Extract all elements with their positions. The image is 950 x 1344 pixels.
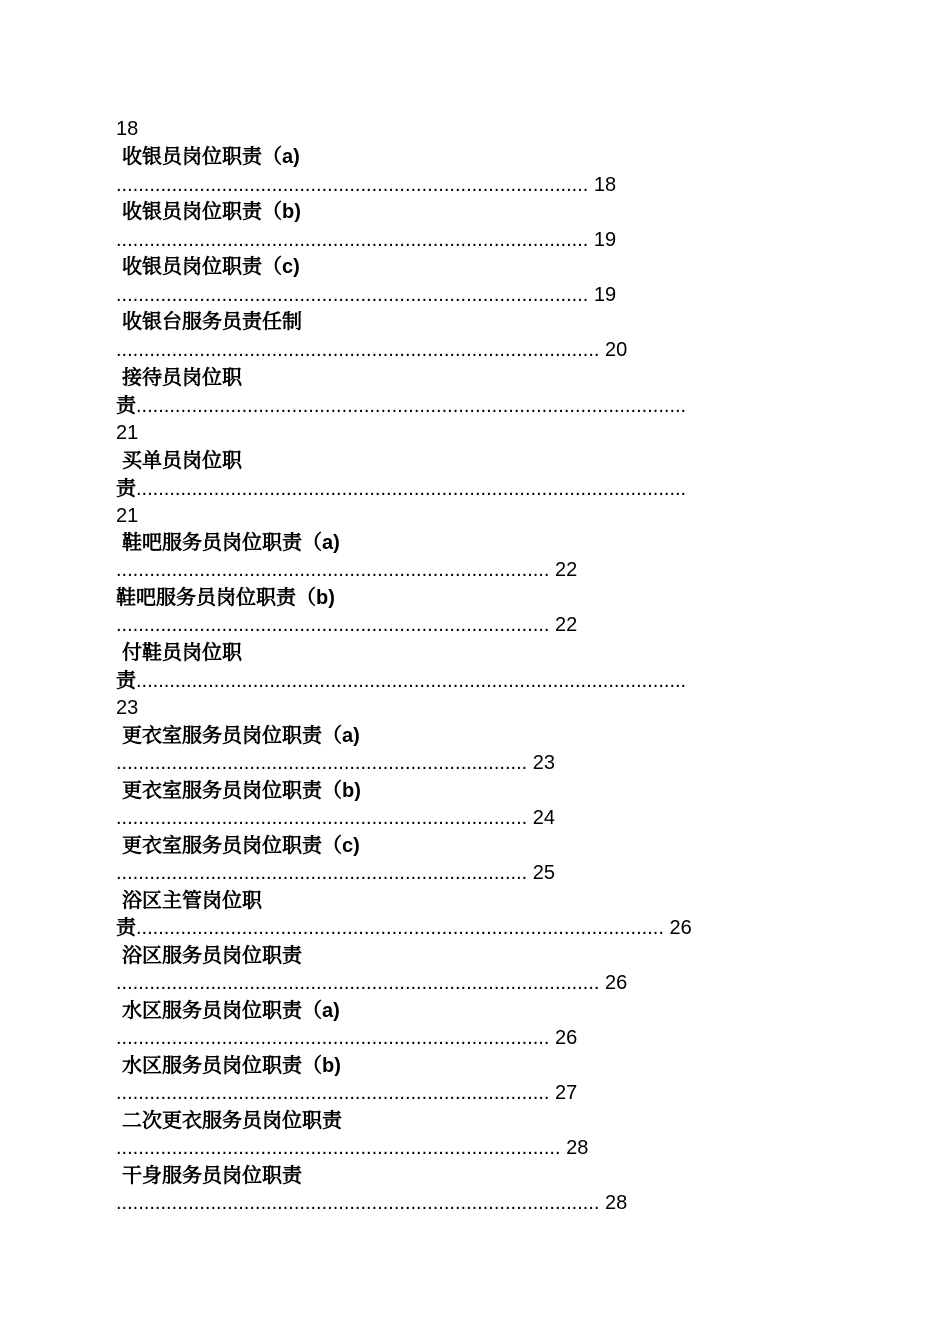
toc-entry-page: 24 [532,807,556,829]
toc-dots: ....................................................................................... [116,339,600,361]
toc-entry-page: 25 [532,862,556,884]
toc-dots: .............................................................................. [116,614,550,636]
toc-entry-leader [116,173,616,197]
toc-entry-title[interactable]: 鞋吧服务员岗位职责（b) [116,587,335,609]
toc-entry-page: 28 [566,1137,589,1159]
toc-entry-leader [116,806,555,830]
toc-entry-page: 19 [593,229,617,251]
toc-dots: .......................................................................... [116,807,528,829]
toc-entry-page: 26 [605,972,628,994]
toc-entry-title[interactable]: 接待员岗位职 [122,367,242,389]
toc-entry-title[interactable]: 更衣室服务员岗位职责（b) [122,780,361,802]
toc-entry-page: 22 [554,614,578,636]
toc-entry-title[interactable]: 收银员岗位职责（c) [122,256,300,278]
toc-dots: .......................................................................... [116,752,528,774]
toc-entry-leader [116,971,627,995]
toc-entry-leader [116,669,686,693]
toc-dots: ..................................................................................... [116,229,589,251]
toc-page-number: 18 [116,118,139,140]
toc-dots: ..................................................................................... [116,174,589,196]
toc-entry-leader [116,338,627,362]
toc-dots: ....................................................................................... [116,1192,600,1214]
toc-entry-page: 26 [554,1027,578,1049]
toc-dots: ..................................................................................... [116,284,589,306]
toc-dots: .......................................................................... [116,862,528,884]
toc-dots: ................................................................................................... [136,478,687,500]
toc-entry-leader [116,283,616,307]
toc-entry-page: 28 [605,1192,628,1214]
toc-entry-leader [116,394,686,418]
toc-dots: .............................................................................. [116,1082,550,1104]
toc-dots: ....................................................................................... [116,972,600,994]
toc-entry-title[interactable]: 收银员岗位职责（b) [122,201,301,223]
toc-entry-page: 19 [593,284,617,306]
toc-entry-leader [116,613,577,637]
toc-entry-title[interactable]: 浴区主管岗位职 [122,890,262,912]
toc-entry-page: 21 [116,422,139,444]
toc-entry-leader [116,1191,627,1215]
toc-entry-leader [116,1026,577,1050]
toc-entry-leader [116,916,692,940]
toc-dots: ................................................................................................... [136,670,687,692]
toc-entry-leader [116,558,577,582]
toc-entry-title-wrap: 责 [116,670,136,692]
toc-entry-title[interactable]: 干身服务员岗位职责 [122,1165,302,1187]
toc-entry-title-wrap: 责 [116,395,136,417]
toc-entry-leader [116,477,686,501]
toc-entry-leader [116,1136,588,1160]
toc-dots: .............................................................................. [116,559,550,581]
toc-dots: ............................................................................................... [136,917,664,939]
toc-entry-title[interactable]: 水区服务员岗位职责（a) [122,1000,340,1022]
toc-entry-title[interactable]: 收银台服务员责任制 [122,311,302,333]
toc-entry-title[interactable]: 水区服务员岗位职责（b) [122,1055,341,1077]
toc-entry-title[interactable]: 浴区服务员岗位职责 [122,945,302,967]
toc-entry-leader [116,751,555,775]
toc-entry-title[interactable]: 更衣室服务员岗位职责（a) [122,725,360,747]
toc-entry-page: 22 [554,559,578,581]
toc-entry-title[interactable]: 二次更衣服务员岗位职责 [122,1110,342,1132]
toc-entry-title[interactable]: 付鞋员岗位职 [122,642,242,664]
toc-entry-page: 18 [593,174,617,196]
toc-entry-title[interactable]: 鞋吧服务员岗位职责（a) [122,532,340,554]
toc-entry-page: 20 [605,339,628,361]
toc-entry-leader [116,1081,577,1105]
toc-entry-page: 27 [554,1082,578,1104]
toc-dots: .............................................................................. [116,1027,550,1049]
toc-entry-title-wrap: 责 [116,478,136,500]
toc-entry-page: 23 [116,697,139,719]
toc-entry-title[interactable]: 收银员岗位职责（a) [122,146,300,168]
toc-entry-page: 21 [116,505,139,527]
toc-dots: ................................................................................................... [136,395,687,417]
toc-dots: ................................................................................ [116,1137,561,1159]
toc-entry-title-wrap: 责 [116,917,136,939]
toc-entry-leader [116,861,555,885]
toc-entry-title[interactable]: 更衣室服务员岗位职责（c) [122,835,360,857]
toc-entry-page: 23 [532,752,556,774]
toc-entry-leader [116,228,616,252]
toc-entry-page: 26 [669,917,692,939]
toc-entry-title[interactable]: 买单员岗位职 [122,450,242,472]
